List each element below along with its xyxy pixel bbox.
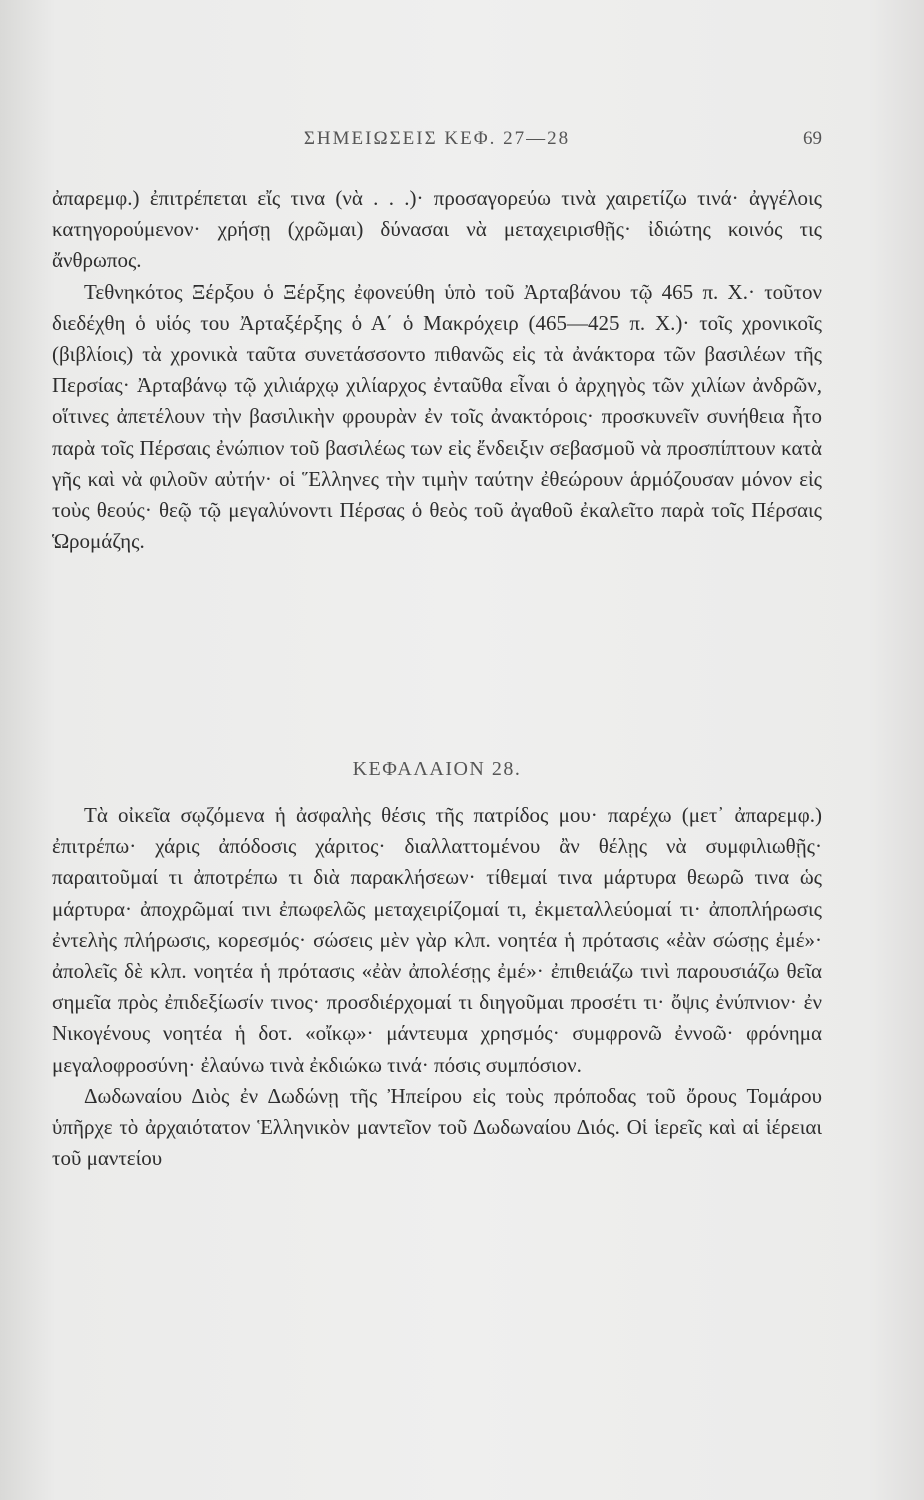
chapter-27-notes [52,183,822,557]
note-paragraph: Τὰ οἰκεῖα σῳζόμενα ἡ ἀσφαλὴς θέσις τῆς πατρίδος μου· παρέχω (μετ᾽ ἀπαρεμφ.) ἐπιτρέπω· χάρις ἀπόδοσις χάριτος· διαλλαττομένου ἂν θέλῃς νὰ συμφιλιωθῇς· παραιτοῦμαί τι ἀποτρέπω τι διὰ παρακλήσεων· τίθεμαί τινα μάρτυρα θεωρῶ τινα ὡς μάρτυρα· ἀποχρῶμαί τινι ἐπωφελῶς μεταχειρίζομαί τι, ἐκμεταλλεύομαί τι· ἀποπλήρωσις ἐντελὴς πλήρωσις, κορεσμός· σώσεις μὲν γὰρ κλπ. νοητέα ἡ πρότασις «ἐὰν σώσῃς ἐμέ»· ἀπολεῖς δὲ κλπ. νοητέα ἡ πρότασις «ἐὰν ἀπολέσῃς ἐμέ»· ἐπιθειάζω τινὶ παρουσιάζω θεῖα σημεῖα πρὸς ἐπιδεξίωσίν τινος· προσδιέρχομαί τι διηγοῦμαι προσέτι τι· ὄψις ἐνύπνιον· ἐν Νικογένους νοητέα ἡ δοτ. «οἴκῳ»· μάντευμα χρησμός· συμφρονῶ ἐννοῶ· φρόνημα μεγαλοφροσύνη· ἐλαύνω τινὰ ἐκδιώκω τινά· πόσις συμπόσιον. [52,803,822,1077]
note-paragraph: Τεθνηκότος Ξέρξου ὁ Ξέρξης ἐφονεύθη ὑπὸ τοῦ Ἀρταβάνου τῷ 465 π. Χ.· τοῦτον διεδέχθη ὁ υἱός του Ἀρταξέρξης ὁ Α΄ ὁ Μακρόχειρ (465—425 π. Χ.)· τοῖς χρονικοῖς (βιβλίοις) τὰ χρονικὰ ταῦτα συνετάσσοντο πιθανῶς εἰς τὰ ἀνάκτορα τῶν βασιλέων τῆς Περσίας· Ἀρταβάνῳ τῷ χιλιάρχῳ χιλίαρχος ἐνταῦθα εἶναι ὁ ἀρχηγὸς τῶν χιλίων ἀνδρῶν, οἵτινες ἀπετέλουν τὴν βασιλικὴν φρουρὰν ἐν τοῖς ἀνακτόροις· προσκυνεῖν συνήθεια ἦτο παρὰ τοῖς Πέρσαις ἐνώπιον τοῦ βασιλέως των εἰς ἔνδειξιν σεβασμοῦ νὰ προσπίπτουν κατὰ γῆς καὶ νὰ φιλοῦν αὐτήν· οἱ Ἕλληνες τὴν τιμὴν ταύτην ἐθεώρουν ἁρμόζουσαν μόνον εἰς τοὺς θεούς· θεῷ τῷ μεγαλύνοντι Πέρσας ὁ θεὸς τοῦ ἀγαθοῦ ἐκαλεῖτο παρὰ τοῖς Πέρσαις Ὡρομάζης. [52,279,822,554]
note-paragraph: ἀπαρεμφ.) ἐπιτρέπεται εἴς τινα (νὰ . . .)· προσαγορεύω τινὰ χαιρετίζω τινά· ἀγγέλοις κατηγορούμενον· χρήσῃ (χρῶμαι) δύνασαι νὰ μεταχειρισθῇς· ἰδιώτης κοινός τις ἄνθρωπος. [52,186,822,273]
chapter-title: ΚΕΦΑΛΑΙΟΝ 28. [352,758,522,780]
chapter-28-notes [52,800,822,1174]
note-paragraph: Δωδωναίου Διὸς ἐν Δωδώνῃ τῆς Ἠπείρου εἰς τοὺς πρόποδας τοῦ ὄρους Τομάρου ὑπῆρχε τὸ ἀρχαιότατον Ἑλληνικὸν μαντεῖον τοῦ Δωδωναίου Διός. Οἱ ἱερεῖς καὶ αἱ ἱέρειαι τοῦ μαντείου [52,1083,822,1171]
page-number: 69 [803,128,822,149]
page-header [52,128,822,158]
running-head: ΣΗΜΕΙΩΣΕΙΣ ΚΕΦ. 27—28 [303,128,571,149]
